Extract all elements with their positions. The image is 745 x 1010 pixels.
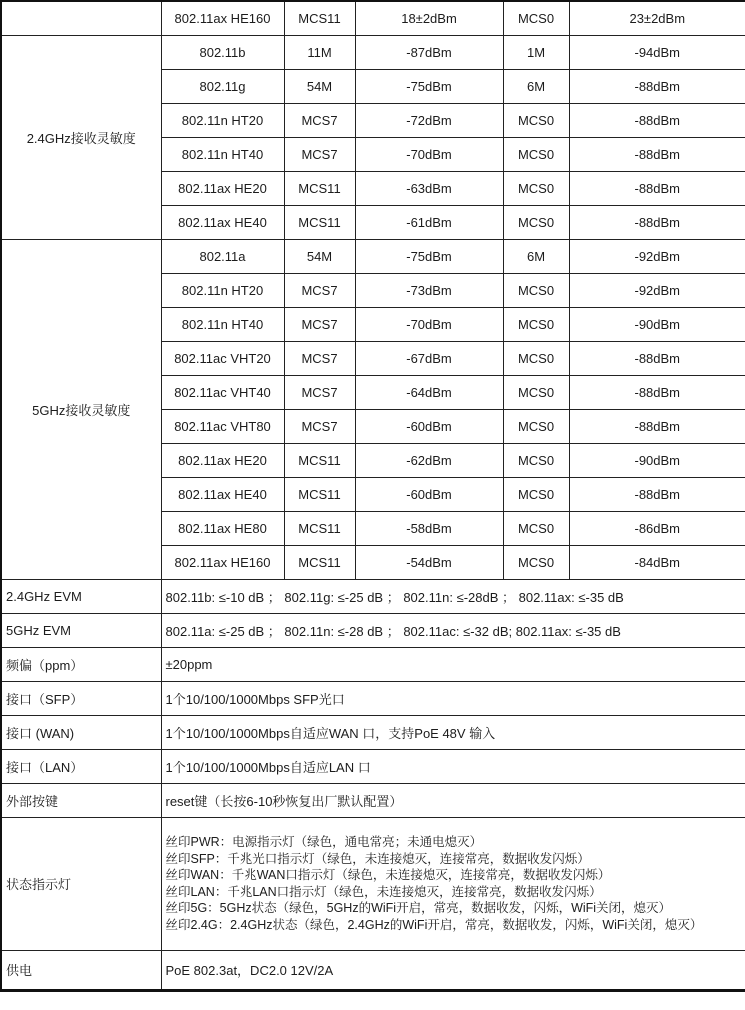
sensitivity-cell: -62dBm: [355, 443, 503, 477]
sensitivity-cell: -58dBm: [355, 511, 503, 545]
mode-cell: 802.11a: [161, 239, 284, 273]
sensitivity-cell: -88dBm: [569, 375, 745, 409]
status-line-5g: 丝印5G：5GHz状态（绿色，5GHz的WiFi开启，常亮，数据收发，闪烁，WiFi关闭，熄灭）: [165, 901, 672, 915]
rate-cell: MCS0: [503, 443, 569, 477]
status-line-wan: 丝印WAN：千兆WAN口指示灯（绿色，未连接熄灭，连接常亮，数据收发闪烁）: [165, 868, 611, 882]
rate-cell: MCS0: [503, 1, 569, 35]
spec-value-reset-button: reset键（长按6-10秒恢复出厂默认配置）: [161, 783, 745, 817]
table-row: [1, 817, 745, 950]
sensitivity-cell: -70dBm: [355, 137, 503, 171]
rate-cell: 6M: [503, 69, 569, 103]
sensitivity-cell: -75dBm: [355, 69, 503, 103]
mode-cell: 802.11n HT40: [161, 137, 284, 171]
spec-label-status-leds: 状态指示灯: [1, 817, 161, 950]
mode-cell: 802.11ax HE40: [161, 205, 284, 239]
sensitivity-cell: -67dBm: [355, 341, 503, 375]
sensitivity-cell: -87dBm: [355, 35, 503, 69]
spec-label-port-lan: 接口（LAN）: [1, 749, 161, 783]
rate-cell: MCS0: [503, 545, 569, 579]
rate-cell: MCS7: [284, 341, 355, 375]
status-line-lan: 丝印LAN：千兆LAN口指示灯（绿色，未连接熄灭，连接常亮，数据收发闪烁）: [165, 884, 602, 899]
rate-cell: MCS11: [284, 205, 355, 239]
spec-label-evm-2g4: 2.4GHz EVM: [1, 579, 161, 613]
sensitivity-cell: -88dBm: [569, 171, 745, 205]
rate-cell: MCS0: [503, 103, 569, 137]
spec-label-port-sfp: 接口（SFP）: [1, 681, 161, 715]
value-cell: 18±2dBm: [355, 1, 503, 35]
sensitivity-cell: -86dBm: [569, 511, 745, 545]
rate-cell: 11M: [284, 35, 355, 69]
sensitivity-cell: -92dBm: [569, 273, 745, 307]
category-cell-empty: [1, 1, 161, 35]
mode-cell: 802.11ax HE160: [161, 1, 284, 35]
rate-cell: MCS0: [503, 477, 569, 511]
spec-value-freq-offset: ±20ppm: [161, 647, 745, 681]
sensitivity-cell: -75dBm: [355, 239, 503, 273]
table-row: [1, 647, 745, 681]
spec-value-evm-2g4: 802.11b: ≤-10 dB ； 802.11g: ≤-25 dB ； 802.11n: ≤-28dB ； 802.11ax: ≤-35 dB: [161, 579, 745, 613]
spec-label-power: 供电: [1, 950, 161, 990]
mode-cell: 802.11ac VHT20: [161, 341, 284, 375]
sensitivity-cell: -72dBm: [355, 103, 503, 137]
rate-cell: 54M: [284, 239, 355, 273]
value-cell: 23±2dBm: [569, 1, 745, 35]
category-cell-5g-sensitivity: 5GHz接收灵敏度: [1, 239, 161, 579]
category-cell-2g4-sensitivity: 2.4GHz接收灵敏度: [1, 35, 161, 239]
sensitivity-cell: -88dBm: [569, 409, 745, 443]
table-row: [1, 239, 745, 273]
spec-value-port-sfp: 1个10/100/1000Mbps SFP光口: [161, 681, 745, 715]
table-row: [1, 35, 745, 69]
rate-cell: MCS11: [284, 171, 355, 205]
rate-cell: 1M: [503, 35, 569, 69]
mode-cell: 802.11n HT20: [161, 273, 284, 307]
rate-cell: MCS0: [503, 273, 569, 307]
mode-cell: 802.11g: [161, 69, 284, 103]
rate-cell: MCS7: [284, 137, 355, 171]
rate-cell: MCS7: [284, 409, 355, 443]
mode-cell: 802.11n HT20: [161, 103, 284, 137]
sensitivity-cell: -61dBm: [355, 205, 503, 239]
rate-cell: MCS0: [503, 205, 569, 239]
spec-value-power: PoE 802.3at，DC2.0 12V/2A: [161, 950, 745, 990]
sensitivity-cell: -73dBm: [355, 273, 503, 307]
mode-cell: 802.11b: [161, 35, 284, 69]
rate-cell: MCS7: [284, 103, 355, 137]
rate-cell: 54M: [284, 69, 355, 103]
table-row: [1, 613, 745, 647]
status-line-2g4: 丝印2.4G：2.4GHz状态（绿色，2.4GHz的WiFi开启，常亮，数据收发，闪烁，WiFi关闭，熄灭）: [165, 917, 703, 932]
sensitivity-cell: -88dBm: [569, 341, 745, 375]
table-row: [1, 783, 745, 817]
sensitivity-cell: -60dBm: [355, 477, 503, 511]
sensitivity-cell: -64dBm: [355, 375, 503, 409]
rate-cell: MCS7: [284, 273, 355, 307]
sensitivity-cell: -70dBm: [355, 307, 503, 341]
mode-cell: 802.11ac VHT40: [161, 375, 284, 409]
sensitivity-cell: -54dBm: [355, 545, 503, 579]
table-row: [1, 579, 745, 613]
table-row: [1, 749, 745, 783]
sensitivity-cell: -88dBm: [569, 69, 745, 103]
mode-cell: 802.11ax HE80: [161, 511, 284, 545]
sensitivity-cell: -90dBm: [569, 307, 745, 341]
sensitivity-cell: -84dBm: [569, 545, 745, 579]
mode-cell: 802.11ax HE40: [161, 477, 284, 511]
status-line-sfp: 丝印SFP：千兆光口指示灯（绿色，未连接熄灭，连接常亮，数据收发闪烁）: [165, 851, 590, 866]
rate-cell: MCS0: [503, 137, 569, 171]
mode-cell: 802.11n HT40: [161, 307, 284, 341]
sensitivity-cell: -88dBm: [569, 137, 745, 171]
spec-label-reset-button: 外部按键: [1, 783, 161, 817]
table-row: [1, 715, 745, 749]
spec-label-port-wan: 接口 (WAN): [1, 715, 161, 749]
sensitivity-cell: -94dBm: [569, 35, 745, 69]
rate-cell: MCS0: [503, 341, 569, 375]
spec-value-port-wan: 1个10/100/1000Mbps自适应WAN 口，支持PoE 48V 输入: [161, 715, 745, 749]
rate-cell: MCS0: [503, 307, 569, 341]
sensitivity-cell: -60dBm: [355, 409, 503, 443]
rate-cell: MCS11: [284, 1, 355, 35]
table-row: [1, 950, 745, 990]
spec-label-evm-5g: 5GHz EVM: [1, 613, 161, 647]
spec-value-port-lan: 1个10/100/1000Mbps自适应LAN 口: [161, 749, 745, 783]
rate-cell: MCS11: [284, 477, 355, 511]
rate-cell: MCS0: [503, 375, 569, 409]
status-led-lines: [166, 834, 742, 933]
rate-cell: MCS11: [284, 443, 355, 477]
mode-cell: 802.11ax HE20: [161, 443, 284, 477]
sensitivity-cell: -63dBm: [355, 171, 503, 205]
rate-cell: MCS11: [284, 545, 355, 579]
spec-value-evm-5g: 802.11a: ≤-25 dB ； 802.11n: ≤-28 dB ； 802.11ac: ≤-32 dB; 802.11ax: ≤-35 dB: [161, 613, 745, 647]
sensitivity-cell: -92dBm: [569, 239, 745, 273]
rate-cell: MCS7: [284, 375, 355, 409]
rate-cell: MCS0: [503, 171, 569, 205]
rate-cell: MCS7: [284, 307, 355, 341]
table-row: [1, 681, 745, 715]
rate-cell: MCS0: [503, 511, 569, 545]
mode-cell: 802.11ax HE160: [161, 545, 284, 579]
mode-cell: 802.11ac VHT80: [161, 409, 284, 443]
mode-cell: 802.11ax HE20: [161, 171, 284, 205]
sensitivity-cell: -88dBm: [569, 205, 745, 239]
spec-value-status-leds: [161, 817, 745, 950]
rate-cell: MCS0: [503, 409, 569, 443]
sensitivity-cell: -88dBm: [569, 103, 745, 137]
spec-label-freq-offset: 频偏（ppm）: [1, 647, 161, 681]
status-line-pwr: 丝印PWR：电源指示灯（绿色，通电常亮；未通电熄灭）: [165, 835, 483, 849]
sensitivity-cell: -88dBm: [569, 477, 745, 511]
sensitivity-cell: -90dBm: [569, 443, 745, 477]
table-row: [1, 1, 745, 35]
rate-cell: 6M: [503, 239, 569, 273]
rate-cell: MCS11: [284, 511, 355, 545]
